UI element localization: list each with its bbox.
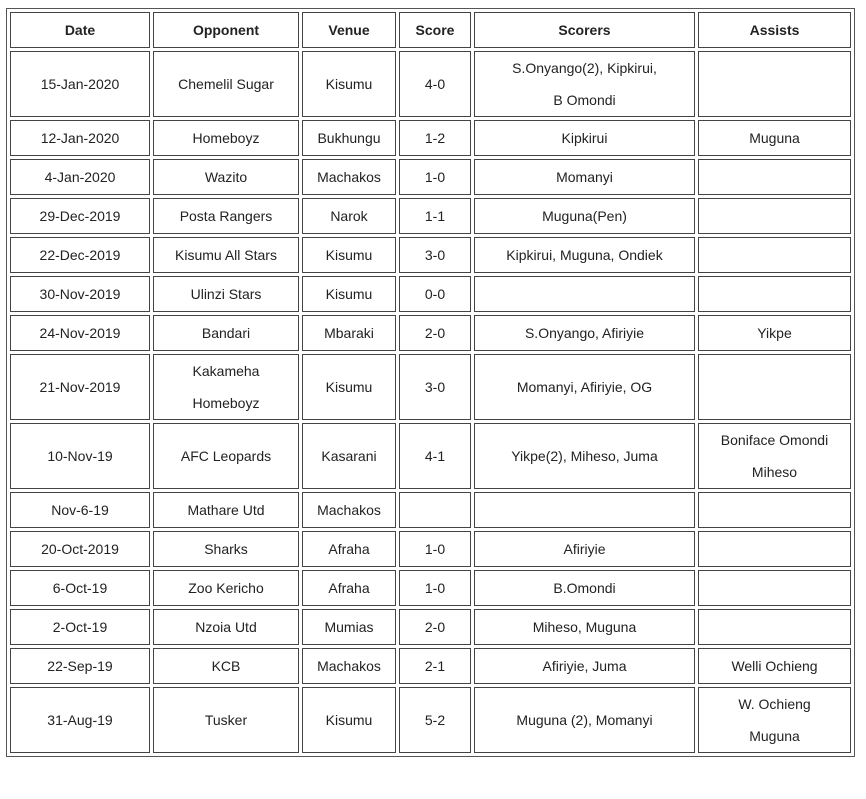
cell-scorers xyxy=(474,492,695,528)
cell-opponent-line: AFC Leopards xyxy=(180,448,272,464)
cell-scorers-line: B.Omondi xyxy=(553,580,616,596)
cell-assists xyxy=(698,648,851,684)
header-assists: Assists xyxy=(698,12,851,48)
cell-venue: Kisumu xyxy=(302,687,396,753)
cell-scorers xyxy=(474,648,695,684)
cell-scorers-line: Afiriyie xyxy=(563,541,606,557)
cell-opponent xyxy=(153,354,299,420)
cell-date: 20-Oct-2019 xyxy=(10,531,150,567)
cell-scorers xyxy=(474,609,695,645)
cell-venue: Machakos xyxy=(302,159,396,195)
cell-opponent-line: Nzoia Utd xyxy=(195,619,257,635)
cell-opponent-line: KCB xyxy=(211,658,241,674)
cell-date: 6-Oct-19 xyxy=(10,570,150,606)
cell-venue: Machakos xyxy=(302,492,396,528)
cell-scorers xyxy=(474,159,695,195)
cell-assists-line: Muguna xyxy=(749,130,800,146)
cell-scorers xyxy=(474,315,695,351)
cell-assists xyxy=(698,687,851,753)
table-row xyxy=(10,531,851,567)
cell-venue: Kisumu xyxy=(302,276,396,312)
cell-score: 3-0 xyxy=(399,237,471,273)
header-venue: Venue xyxy=(302,12,396,48)
cell-date: 30-Nov-2019 xyxy=(10,276,150,312)
cell-assists xyxy=(698,354,851,420)
cell-scorers xyxy=(474,570,695,606)
cell-date: 2-Oct-19 xyxy=(10,609,150,645)
cell-assists xyxy=(698,531,851,567)
cell-date: 12-Jan-2020 xyxy=(10,120,150,156)
cell-opponent-line: Wazito xyxy=(204,169,248,185)
cell-opponent-line: Tusker xyxy=(204,712,248,728)
cell-opponent xyxy=(153,198,299,234)
cell-assists xyxy=(698,159,851,195)
cell-scorers-line: S.Onyango(2), Kipkirui, xyxy=(512,60,657,76)
cell-venue: Mbaraki xyxy=(302,315,396,351)
cell-scorers-line: Afiriyie, Juma xyxy=(542,658,627,674)
header-opponent: Opponent xyxy=(153,12,299,48)
cell-opponent-line: Ulinzi Stars xyxy=(190,286,262,302)
cell-date: Nov-6-19 xyxy=(10,492,150,528)
cell-score: 5-2 xyxy=(399,687,471,753)
cell-assists xyxy=(698,315,851,351)
cell-opponent-line: Homeboyz xyxy=(192,130,260,146)
cell-assists xyxy=(698,276,851,312)
cell-opponent xyxy=(153,570,299,606)
header-score: Score xyxy=(399,12,471,48)
cell-assists-line: W. Ochieng xyxy=(738,696,811,712)
cell-score: 1-2 xyxy=(399,120,471,156)
cell-assists xyxy=(698,51,851,117)
cell-venue: Kasarani xyxy=(302,423,396,489)
cell-opponent-line: Kakameha xyxy=(192,363,260,379)
cell-opponent xyxy=(153,276,299,312)
cell-scorers-line: Miheso, Muguna xyxy=(532,619,637,635)
table-row xyxy=(10,276,851,312)
cell-scorers xyxy=(474,276,695,312)
table-row xyxy=(10,159,851,195)
cell-venue: Narok xyxy=(302,198,396,234)
cell-scorers xyxy=(474,687,695,753)
table-row xyxy=(10,51,851,117)
cell-scorers-line: Muguna (2), Momanyi xyxy=(516,712,653,728)
table-row xyxy=(10,423,851,489)
cell-score: 2-0 xyxy=(399,315,471,351)
cell-venue: Bukhungu xyxy=(302,120,396,156)
cell-venue: Kisumu xyxy=(302,51,396,117)
cell-assists xyxy=(698,492,851,528)
cell-assists-line: Miheso xyxy=(751,464,798,480)
table-row xyxy=(10,492,851,528)
table-body xyxy=(10,51,851,753)
cell-score: 4-0 xyxy=(399,51,471,117)
cell-opponent-line: Sharks xyxy=(204,541,248,557)
results-table xyxy=(6,8,855,757)
header-date: Date xyxy=(10,12,150,48)
header-scorers: Scorers xyxy=(474,12,695,48)
cell-date: 24-Nov-2019 xyxy=(10,315,150,351)
cell-score: 2-0 xyxy=(399,609,471,645)
cell-scorers-line: Momanyi xyxy=(556,169,613,185)
cell-opponent xyxy=(153,687,299,753)
cell-scorers xyxy=(474,237,695,273)
cell-scorers-line: Kipkirui xyxy=(561,130,608,146)
table-header xyxy=(10,12,851,48)
header-row xyxy=(10,12,851,48)
table-row xyxy=(10,570,851,606)
cell-scorers-line: Yikpe(2), Miheso, Juma xyxy=(511,448,658,464)
cell-scorers xyxy=(474,51,695,117)
cell-opponent xyxy=(153,51,299,117)
cell-opponent-line: Posta Rangers xyxy=(179,208,273,224)
table-row xyxy=(10,687,851,753)
cell-opponent xyxy=(153,648,299,684)
cell-opponent-line: Zoo Kericho xyxy=(188,580,264,596)
cell-score: 1-0 xyxy=(399,570,471,606)
cell-opponent xyxy=(153,492,299,528)
cell-score xyxy=(399,492,471,528)
cell-opponent xyxy=(153,237,299,273)
cell-score: 4-1 xyxy=(399,423,471,489)
cell-assists xyxy=(698,423,851,489)
cell-scorers xyxy=(474,354,695,420)
cell-date: 22-Sep-19 xyxy=(10,648,150,684)
cell-scorers xyxy=(474,531,695,567)
cell-opponent xyxy=(153,120,299,156)
cell-opponent xyxy=(153,159,299,195)
cell-scorers-line: Muguna(Pen) xyxy=(542,208,627,224)
cell-assists-line: Muguna xyxy=(749,728,800,744)
cell-scorers-line: S.Onyango, Afiriyie xyxy=(524,325,645,341)
cell-date: 15-Jan-2020 xyxy=(10,51,150,117)
cell-score: 1-0 xyxy=(399,531,471,567)
cell-date: 4-Jan-2020 xyxy=(10,159,150,195)
table-row xyxy=(10,315,851,351)
cell-opponent xyxy=(153,315,299,351)
cell-scorers-line: Momanyi, Afiriyie, OG xyxy=(516,379,653,395)
cell-scorers-line: Kipkirui, Muguna, Ondiek xyxy=(506,247,663,263)
cell-assists xyxy=(698,237,851,273)
cell-opponent-line: Homeboyz xyxy=(192,395,260,411)
cell-assists xyxy=(698,198,851,234)
cell-assists-line: Yikpe xyxy=(757,325,792,341)
cell-opponent xyxy=(153,609,299,645)
cell-opponent xyxy=(153,423,299,489)
cell-scorers xyxy=(474,423,695,489)
table-row xyxy=(10,648,851,684)
cell-venue: Afraha xyxy=(302,531,396,567)
cell-date: 29-Dec-2019 xyxy=(10,198,150,234)
cell-score: 2-1 xyxy=(399,648,471,684)
cell-opponent-line: Bandari xyxy=(201,325,251,341)
table-row xyxy=(10,354,851,420)
cell-assists xyxy=(698,609,851,645)
cell-score: 1-1 xyxy=(399,198,471,234)
cell-scorers xyxy=(474,198,695,234)
cell-date: 21-Nov-2019 xyxy=(10,354,150,420)
cell-scorers-line: B Omondi xyxy=(553,92,616,108)
cell-venue: Mumias xyxy=(302,609,396,645)
cell-venue: Kisumu xyxy=(302,237,396,273)
cell-opponent xyxy=(153,531,299,567)
cell-assists-line: Boniface Omondi xyxy=(720,432,829,448)
cell-date: 22-Dec-2019 xyxy=(10,237,150,273)
table-row xyxy=(10,237,851,273)
cell-date: 10-Nov-19 xyxy=(10,423,150,489)
cell-opponent-line: Mathare Utd xyxy=(187,502,265,518)
table-row xyxy=(10,198,851,234)
cell-assists-line: Welli Ochieng xyxy=(731,658,818,674)
cell-venue: Machakos xyxy=(302,648,396,684)
table-row xyxy=(10,609,851,645)
cell-venue: Afraha xyxy=(302,570,396,606)
cell-opponent-line: Chemelil Sugar xyxy=(178,76,274,92)
table-row xyxy=(10,120,851,156)
cell-scorers xyxy=(474,120,695,156)
cell-score: 0-0 xyxy=(399,276,471,312)
cell-assists xyxy=(698,120,851,156)
cell-score: 3-0 xyxy=(399,354,471,420)
cell-assists xyxy=(698,570,851,606)
cell-date: 31-Aug-19 xyxy=(10,687,150,753)
cell-score: 1-0 xyxy=(399,159,471,195)
cell-opponent-line: Kisumu All Stars xyxy=(175,247,277,263)
cell-venue: Kisumu xyxy=(302,354,396,420)
